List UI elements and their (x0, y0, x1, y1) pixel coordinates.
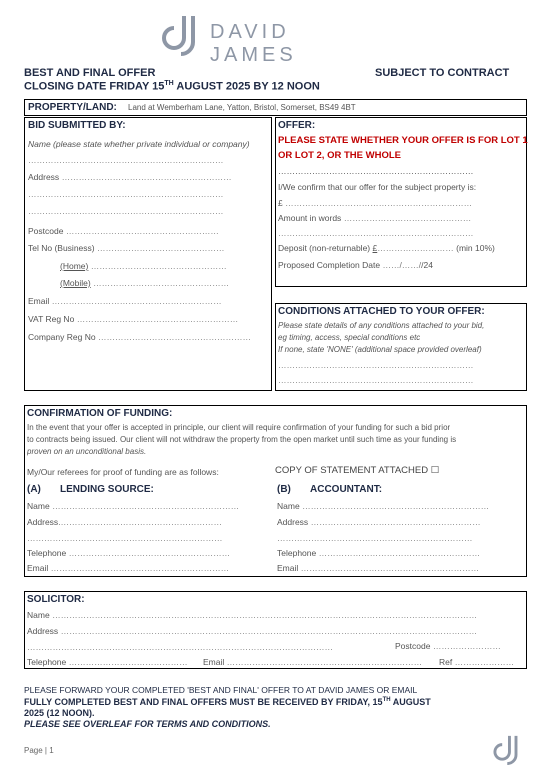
form-title: BEST AND FINAL OFFER (24, 67, 156, 79)
accountant-email-field[interactable]: Email ……………………………………………………… (277, 563, 480, 573)
address-line-3[interactable]: …………………………………………………………… (28, 206, 224, 216)
lending-name-field[interactable]: Name ………………………………………………………… (27, 501, 240, 511)
offer-dotted-rule: …………………………………………………………… (278, 166, 474, 176)
footer-deadline: FULLY COMPLETED BEST AND FINAL OFFERS MUST BE RECEIVED BY FRIDAY, 15TH AUGUST (24, 697, 431, 707)
dj-logo-icon (160, 12, 204, 56)
completion-label: Proposed Completion Date ……/……//24 (278, 260, 433, 270)
conditions-line-1: Please state details of any conditions attached to your bid, (278, 321, 485, 330)
property-value: Land at Wemberham Lane, Yatton, Bristol, Somerset, BS49 4BT (128, 103, 356, 112)
property-label: PROPERTY/LAND: (28, 102, 117, 113)
solicitor-telephone-field[interactable]: Telephone …………………………………… (27, 657, 188, 667)
conditions-line-2: eg timing, access, special conditions etc (278, 333, 421, 342)
referees-label: My/Our referees for proof of funding are as follows: (27, 467, 219, 477)
company-reg-label: Company Reg No ……………………………………………… (28, 332, 251, 342)
accountant-telephone-field[interactable]: Telephone ………………………………………………… (277, 548, 481, 558)
solicitor-email-field[interactable]: Email …………………………………………………………… (203, 657, 423, 667)
accountant-name-field[interactable]: Name ………………………………………………………… (277, 501, 490, 511)
lending-email-field[interactable]: Email ……………………………………………………… (27, 563, 230, 573)
accountant-title: ACCOUNTANT: (310, 484, 383, 495)
funding-para-3: proven on an unconditional basis. (27, 447, 147, 456)
offer-confirm: I/We confirm that our offer for the subject property is: (278, 182, 477, 192)
funding-heading: CONFIRMATION OF FUNDING: (27, 408, 173, 419)
conditions-field-1[interactable]: …………………………………………………………… (278, 360, 474, 370)
offer-amount-field[interactable]: £ ………………………………………………………… (278, 198, 473, 208)
lending-address-line-2[interactable]: …………………………………………………………… (27, 533, 223, 543)
funding-section (24, 405, 527, 577)
footer-overleaf: PLEASE SEE OVERLEAF FOR TERMS AND CONDITIONS. (24, 719, 271, 729)
offer-section (275, 117, 527, 287)
vat-label: VAT Reg No ………………………………………………… (28, 314, 239, 324)
tel-business-label: Tel No (Business) ……………………………………… (28, 243, 225, 253)
conditions-heading: CONDITIONS ATTACHED TO YOUR OFFER: (278, 306, 485, 317)
name-field[interactable]: …………………………………………………………… (28, 155, 224, 165)
subject-to-contract: SUBJECT TO CONTRACT (375, 67, 510, 79)
accountant-address-line-2[interactable]: …………………………………………………………… (277, 533, 473, 543)
bid-section (24, 117, 272, 391)
solicitor-address-field[interactable]: Address ………………………………………………………………………………………………………………………………… (27, 626, 478, 636)
accountant-address-field[interactable]: Address …………………………………………………… (277, 517, 481, 527)
funding-para-2: to contracts being issued. Our client will not withdraw the property from the open market until such time as your funding is (27, 435, 457, 444)
solicitor-postcode-field[interactable]: Postcode …………………… (395, 641, 501, 651)
postcode-label: Postcode ……………………………………………… (28, 226, 219, 236)
conditions-field-2[interactable]: …………………………………………………………… (278, 375, 474, 385)
solicitor-address-line-2[interactable]: ……………………………………………………………………………………………… (27, 642, 333, 652)
dj-footer-logo-icon (492, 731, 524, 767)
amount-words-line-2[interactable]: …………………………………………………………… (278, 228, 474, 238)
tel-mobile-label: (Mobile) ………………………………………… (60, 278, 230, 288)
closing-date: CLOSING DATE FRIDAY 15TH AUGUST 2025 BY 12 NOON (24, 80, 320, 93)
lending-address-field[interactable]: Address.………………………………………………… (27, 517, 223, 527)
solicitor-section (24, 591, 527, 669)
company-logo (160, 12, 380, 66)
offer-heading: OFFER: (278, 120, 316, 131)
lending-title: LENDING SOURCE: (60, 484, 154, 495)
footer-deadline-cont: 2025 (12 NOON). (24, 708, 95, 718)
address-label: Address …………………………………………………… (28, 172, 232, 182)
lending-label: (A) (27, 484, 41, 495)
address-line-2[interactable]: …………………………………………………………… (28, 189, 224, 199)
copy-statement-checkbox[interactable]: COPY OF STATEMENT ATTACHED ☐ (275, 465, 440, 476)
page-number: Page | 1 (24, 746, 54, 755)
deposit-label: Deposit (non-returnable) £……………………… (min 10%) (278, 243, 495, 253)
solicitor-name-field[interactable]: Name …………………………………………………………………………………………………………………………………… (27, 610, 478, 620)
solicitor-heading: SOLICITOR: (27, 594, 85, 605)
lending-telephone-field[interactable]: Telephone ………………………………………………… (27, 548, 231, 558)
bid-heading: BID SUBMITTED BY: (28, 120, 126, 131)
tel-home-label: (Home) ………………………………………… (60, 261, 227, 271)
amount-words-label: Amount in words ……………………………………… (278, 213, 472, 223)
property-section (24, 99, 527, 116)
conditions-line-3: If none, state 'NONE' (additional space provided overleaf) (278, 345, 482, 354)
accountant-label: (B) (277, 484, 291, 495)
footer-forward: PLEASE FORWARD YOUR COMPLETED 'BEST AND FINAL' OFFER TO AT DAVID JAMES OR EMAIL (24, 685, 418, 695)
email-label: Email …………………………………………………… (28, 296, 222, 306)
offer-instruction: PLEASE STATE WHETHER YOUR OFFER IS FOR LOT 1 OR LOT 2, OR THE WHOLE (278, 135, 528, 161)
name-label: Name (please state whether private individual or company) (28, 139, 250, 149)
funding-para-1: In the event that your offer is accepted in principle, our client will require confirmation of your funding for such a bid prior (27, 423, 451, 432)
logo-text: DAVID JAMES (210, 21, 297, 66)
solicitor-ref-field[interactable]: Ref ………………… (439, 657, 515, 667)
conditions-section (275, 303, 527, 391)
